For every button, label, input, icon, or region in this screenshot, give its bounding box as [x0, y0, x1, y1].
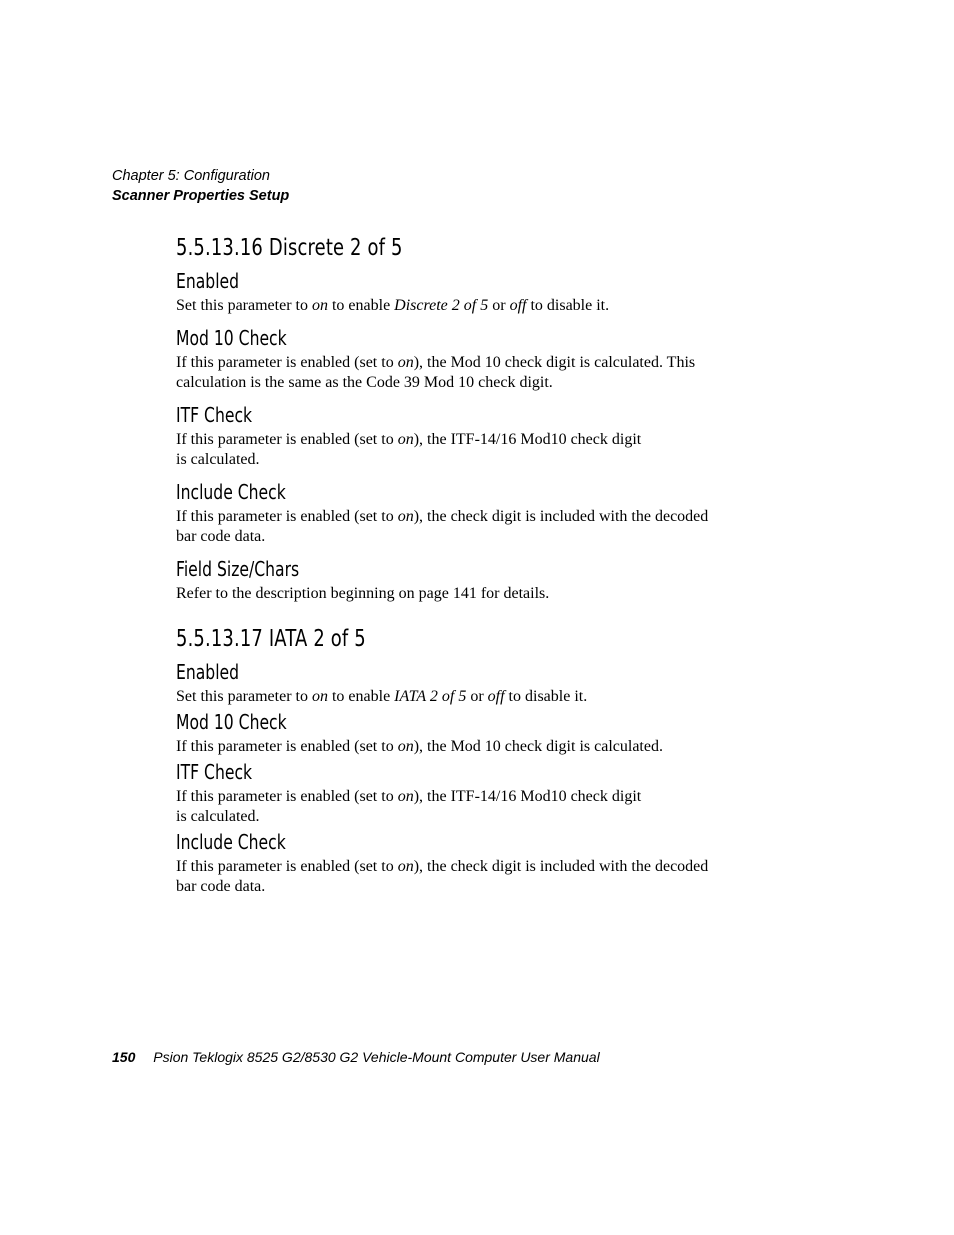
emphasis: on [397, 431, 414, 448]
emphasis: IATA 2 of 5 [394, 688, 467, 705]
paragraph [176, 430, 756, 470]
section-heading: 5.5.13.16 Discrete 2 of 5 [176, 235, 403, 261]
paragraph [176, 857, 756, 897]
emphasis: on [311, 297, 328, 314]
paragraph-line: If this parameter is enabled (set to on), the check digit is included with the decoded [176, 858, 709, 875]
subsection-title: Include Check [176, 480, 286, 504]
manual-title: Psion Teklogix 8525 G2/8530 G2 Vehicle-Mount Computer User Manual [153, 1049, 600, 1065]
paragraph-line: calculation is the same as the Code 39 Mod 10 check digit. [176, 374, 553, 391]
subsection-title: Include Check [176, 830, 286, 854]
running-head [112, 166, 289, 206]
paragraph-line: Refer to the description beginning on page 141 for details. [176, 585, 550, 602]
paragraph-line: If this parameter is enabled (set to on), the Mod 10 check digit is calculated. This [176, 354, 696, 371]
paragraph-line: If this parameter is enabled (set to on), the ITF-14/16 Mod10 check digit [176, 788, 642, 805]
emphasis: on [397, 788, 414, 805]
paragraph-line: If this parameter is enabled (set to on), the check digit is included with the decoded [176, 508, 709, 525]
emphasis: on [397, 858, 414, 875]
emphasis: off [487, 688, 505, 705]
subsection-title: Field Size/Chars [176, 557, 300, 581]
paragraph [176, 737, 756, 757]
paragraph-line: bar code data. [176, 528, 266, 545]
paragraph [176, 296, 756, 316]
subsection-title: Mod 10 Check [176, 710, 287, 734]
subsection-title: Enabled [176, 269, 240, 293]
subsection-title: Mod 10 Check [176, 326, 287, 350]
emphasis: off [509, 297, 527, 314]
section-heading: 5.5.13.17 IATA 2 of 5 [176, 626, 366, 652]
paragraph-line: Set this parameter to on to enable Discrete 2 of 5 or off to disable it. [176, 297, 610, 314]
paragraph-line: If this parameter is enabled (set to on), the ITF-14/16 Mod10 check digit [176, 431, 642, 448]
emphasis: on [397, 738, 414, 755]
emphasis: on [311, 688, 328, 705]
paragraph-line: Set this parameter to on to enable IATA 2 of 5 or off to disable it. [176, 688, 588, 705]
subsection-title: ITF Check [176, 760, 253, 784]
chapter-label: Chapter 5: Configuration [112, 168, 270, 184]
paragraph-line: is calculated. [176, 808, 260, 825]
subsection-title: ITF Check [176, 403, 253, 427]
page-number: 150 [112, 1049, 136, 1065]
paragraph-line: If this parameter is enabled (set to on), the Mod 10 check digit is calculated. [176, 738, 663, 755]
paragraph-line: is calculated. [176, 451, 260, 468]
emphasis: on [397, 354, 414, 371]
emphasis: Discrete 2 of 5 [394, 297, 489, 314]
emphasis: on [397, 508, 414, 525]
page-content [176, 230, 756, 897]
paragraph-line: bar code data. [176, 878, 266, 895]
section-label: Scanner Properties Setup [112, 188, 290, 204]
paragraph [176, 353, 756, 393]
paragraph [176, 687, 756, 707]
paragraph [176, 507, 756, 547]
page-footer [112, 1047, 600, 1067]
paragraph [176, 584, 756, 604]
subsection-title: Enabled [176, 660, 240, 684]
paragraph [176, 787, 756, 827]
